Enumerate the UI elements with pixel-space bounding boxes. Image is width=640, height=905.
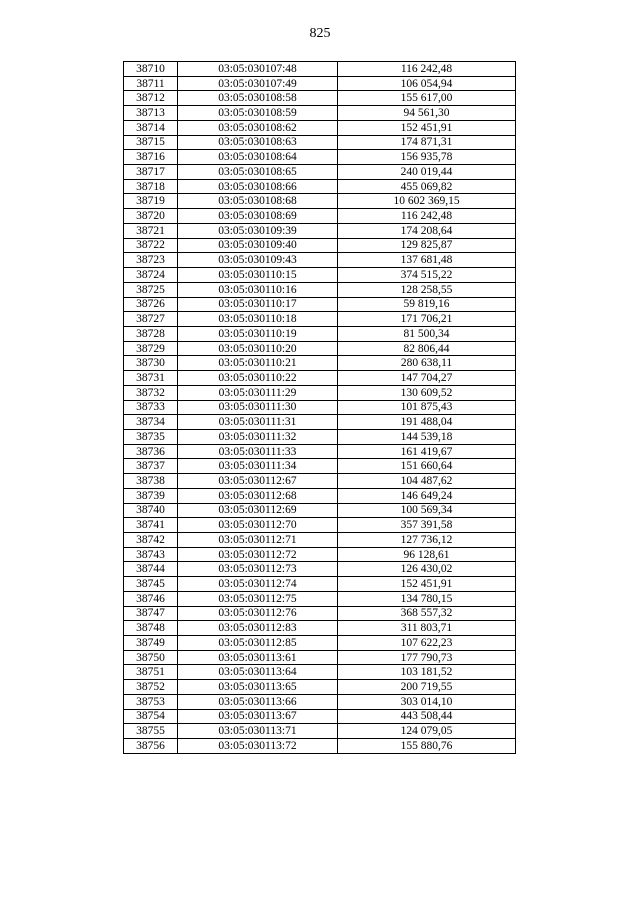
value-cell: 280 638,11 [338, 356, 516, 371]
table-row [124, 606, 516, 621]
table-row [124, 400, 516, 415]
table-row [124, 709, 516, 724]
value-cell: 303 014,10 [338, 694, 516, 709]
row-number-cell: 38712 [124, 91, 178, 106]
value-cell: 134 780,15 [338, 591, 516, 606]
value-cell: 126 430,02 [338, 562, 516, 577]
table-row [124, 533, 516, 548]
table-row [124, 194, 516, 209]
table-row [124, 385, 516, 400]
row-number-cell: 38725 [124, 282, 178, 297]
value-cell: 101 875,43 [338, 400, 516, 415]
value-cell: 104 487,62 [338, 474, 516, 489]
cadastral-number-cell: 03:05:030110:20 [178, 341, 338, 356]
cadastral-number-cell: 03:05:030109:40 [178, 238, 338, 253]
cadastral-number-cell: 03:05:030109:43 [178, 253, 338, 268]
cadastral-number-cell: 03:05:030112:85 [178, 636, 338, 651]
value-cell: 171 706,21 [338, 312, 516, 327]
row-number-cell: 38738 [124, 474, 178, 489]
table-row [124, 179, 516, 194]
row-number-cell: 38727 [124, 312, 178, 327]
value-cell: 161 419,67 [338, 444, 516, 459]
row-number-cell: 38744 [124, 562, 178, 577]
cadastral-number-cell: 03:05:030110:19 [178, 326, 338, 341]
row-number-cell: 38722 [124, 238, 178, 253]
row-number-cell: 38756 [124, 739, 178, 754]
row-number-cell: 38717 [124, 165, 178, 180]
cadastral-number-cell: 03:05:030108:69 [178, 209, 338, 224]
value-cell: 100 569,34 [338, 503, 516, 518]
cadastral-number-cell: 03:05:030113:65 [178, 680, 338, 695]
cadastral-number-cell: 03:05:030112:67 [178, 474, 338, 489]
cadastral-number-cell: 03:05:030107:48 [178, 62, 338, 77]
table-row [124, 223, 516, 238]
row-number-cell: 38737 [124, 459, 178, 474]
row-number-cell: 38729 [124, 341, 178, 356]
table-row [124, 238, 516, 253]
cadastral-number-cell: 03:05:030112:76 [178, 606, 338, 621]
cadastral-number-cell: 03:05:030110:17 [178, 297, 338, 312]
row-number-cell: 38753 [124, 694, 178, 709]
cadastral-number-cell: 03:05:030107:49 [178, 76, 338, 91]
value-cell: 107 622,23 [338, 636, 516, 651]
row-number-cell: 38755 [124, 724, 178, 739]
cadastral-number-cell: 03:05:030108:64 [178, 150, 338, 165]
cadastral-number-cell: 03:05:030112:73 [178, 562, 338, 577]
cadastral-number-cell: 03:05:030108:58 [178, 91, 338, 106]
table-row [124, 150, 516, 165]
table-row [124, 459, 516, 474]
table-row [124, 636, 516, 651]
table-row [124, 474, 516, 489]
value-cell: 129 825,87 [338, 238, 516, 253]
value-cell: 177 790,73 [338, 650, 516, 665]
table-row [124, 577, 516, 592]
table-row [124, 547, 516, 562]
cadastral-number-cell: 03:05:030108:68 [178, 194, 338, 209]
value-cell: 146 649,24 [338, 488, 516, 503]
cadastral-number-cell: 03:05:030112:74 [178, 577, 338, 592]
cadastral-number-cell: 03:05:030108:66 [178, 179, 338, 194]
value-cell: 59 819,16 [338, 297, 516, 312]
row-number-cell: 38749 [124, 636, 178, 651]
value-cell: 116 242,48 [338, 62, 516, 77]
row-number-cell: 38745 [124, 577, 178, 592]
value-cell: 152 451,91 [338, 577, 516, 592]
row-number-cell: 38739 [124, 488, 178, 503]
row-number-cell: 38748 [124, 621, 178, 636]
cadastral-number-cell: 03:05:030108:59 [178, 106, 338, 121]
row-number-cell: 38746 [124, 591, 178, 606]
table-row [124, 209, 516, 224]
cadastral-number-cell: 03:05:030112:70 [178, 518, 338, 533]
row-number-cell: 38726 [124, 297, 178, 312]
row-number-cell: 38724 [124, 268, 178, 283]
value-cell: 152 451,91 [338, 120, 516, 135]
value-cell: 82 806,44 [338, 341, 516, 356]
cadastral-number-cell: 03:05:030112:75 [178, 591, 338, 606]
cadastral-number-cell: 03:05:030113:67 [178, 709, 338, 724]
page-number: 825 [309, 26, 331, 41]
table-row [124, 371, 516, 386]
row-number-cell: 38743 [124, 547, 178, 562]
cadastral-number-cell: 03:05:030108:65 [178, 165, 338, 180]
row-number-cell: 38735 [124, 429, 178, 444]
table-row [124, 562, 516, 577]
value-cell: 127 736,12 [338, 533, 516, 548]
value-cell: 311 803,71 [338, 621, 516, 636]
cadastral-number-cell: 03:05:030110:22 [178, 371, 338, 386]
cadastral-number-cell: 03:05:030111:33 [178, 444, 338, 459]
cadastral-number-cell: 03:05:030111:30 [178, 400, 338, 415]
row-number-cell: 38721 [124, 223, 178, 238]
row-number-cell: 38719 [124, 194, 178, 209]
row-number-cell: 38751 [124, 665, 178, 680]
value-cell: 144 539,18 [338, 429, 516, 444]
table-row [124, 341, 516, 356]
value-cell: 155 617,00 [338, 91, 516, 106]
row-number-cell: 38715 [124, 135, 178, 150]
cadastral-number-cell: 03:05:030112:68 [178, 488, 338, 503]
cadastral-number-cell: 03:05:030111:31 [178, 415, 338, 430]
table-row [124, 444, 516, 459]
table-row [124, 415, 516, 430]
row-number-cell: 38740 [124, 503, 178, 518]
row-number-cell: 38750 [124, 650, 178, 665]
row-number-cell: 38730 [124, 356, 178, 371]
value-cell: 147 704,27 [338, 371, 516, 386]
table-row [124, 488, 516, 503]
row-number-cell: 38710 [124, 62, 178, 77]
table-row [124, 165, 516, 180]
value-cell: 443 508,44 [338, 709, 516, 724]
cadastral-number-cell: 03:05:030109:39 [178, 223, 338, 238]
row-number-cell: 38733 [124, 400, 178, 415]
table-row [124, 106, 516, 121]
row-number-cell: 38728 [124, 326, 178, 341]
row-number-cell: 38734 [124, 415, 178, 430]
value-cell: 374 515,22 [338, 268, 516, 283]
row-number-cell: 38731 [124, 371, 178, 386]
table-row [124, 253, 516, 268]
table-row [124, 503, 516, 518]
cadastral-number-cell: 03:05:030108:63 [178, 135, 338, 150]
row-number-cell: 38742 [124, 533, 178, 548]
cadastral-number-cell: 03:05:030111:29 [178, 385, 338, 400]
cadastral-number-cell: 03:05:030112:71 [178, 533, 338, 548]
cadastral-number-cell: 03:05:030108:62 [178, 120, 338, 135]
value-cell: 455 069,82 [338, 179, 516, 194]
table-body [124, 62, 516, 754]
table-row [124, 356, 516, 371]
row-number-cell: 38720 [124, 209, 178, 224]
value-cell: 96 128,61 [338, 547, 516, 562]
row-number-cell: 38711 [124, 76, 178, 91]
row-number-cell: 38718 [124, 179, 178, 194]
data-table [123, 61, 516, 754]
value-cell: 174 208,64 [338, 223, 516, 238]
table-row [124, 62, 516, 77]
cadastral-number-cell: 03:05:030110:21 [178, 356, 338, 371]
value-cell: 81 500,34 [338, 326, 516, 341]
table-row [124, 297, 516, 312]
value-cell: 174 871,31 [338, 135, 516, 150]
table-row [124, 680, 516, 695]
cadastral-number-cell: 03:05:030111:34 [178, 459, 338, 474]
table-row [124, 591, 516, 606]
cadastral-number-cell: 03:05:030113:72 [178, 739, 338, 754]
value-cell: 155 880,76 [338, 739, 516, 754]
table-row [124, 650, 516, 665]
value-cell: 128 258,55 [338, 282, 516, 297]
cadastral-number-cell: 03:05:030113:64 [178, 665, 338, 680]
table-row [124, 282, 516, 297]
table-row [124, 76, 516, 91]
table-row [124, 518, 516, 533]
value-cell: 368 557,32 [338, 606, 516, 621]
value-cell: 94 561,30 [338, 106, 516, 121]
row-number-cell: 38713 [124, 106, 178, 121]
cadastral-number-cell: 03:05:030113:61 [178, 650, 338, 665]
value-cell: 357 391,58 [338, 518, 516, 533]
table-row [124, 739, 516, 754]
value-cell: 130 609,52 [338, 385, 516, 400]
table-row [124, 429, 516, 444]
cadastral-number-cell: 03:05:030112:72 [178, 547, 338, 562]
row-number-cell: 38741 [124, 518, 178, 533]
cadastral-number-cell: 03:05:030113:71 [178, 724, 338, 739]
cadastral-number-cell: 03:05:030110:15 [178, 268, 338, 283]
table-row [124, 312, 516, 327]
cadastral-number-cell: 03:05:030112:69 [178, 503, 338, 518]
table-row [124, 135, 516, 150]
row-number-cell: 38747 [124, 606, 178, 621]
table-row [124, 120, 516, 135]
row-number-cell: 38714 [124, 120, 178, 135]
value-cell: 156 935,78 [338, 150, 516, 165]
cadastral-number-cell: 03:05:030113:66 [178, 694, 338, 709]
table-row [124, 665, 516, 680]
value-cell: 10 602 369,15 [338, 194, 516, 209]
table-row [124, 268, 516, 283]
row-number-cell: 38736 [124, 444, 178, 459]
value-cell: 240 019,44 [338, 165, 516, 180]
value-cell: 124 079,05 [338, 724, 516, 739]
cadastral-number-cell: 03:05:030112:83 [178, 621, 338, 636]
cadastral-number-cell: 03:05:030110:18 [178, 312, 338, 327]
table-row [124, 326, 516, 341]
value-cell: 103 181,52 [338, 665, 516, 680]
value-cell: 116 242,48 [338, 209, 516, 224]
value-cell: 137 681,48 [338, 253, 516, 268]
row-number-cell: 38732 [124, 385, 178, 400]
table-row [124, 621, 516, 636]
value-cell: 200 719,55 [338, 680, 516, 695]
row-number-cell: 38723 [124, 253, 178, 268]
row-number-cell: 38754 [124, 709, 178, 724]
row-number-cell: 38716 [124, 150, 178, 165]
value-cell: 151 660,64 [338, 459, 516, 474]
cadastral-number-cell: 03:05:030111:32 [178, 429, 338, 444]
table-row [124, 91, 516, 106]
table-row [124, 724, 516, 739]
cadastral-number-cell: 03:05:030110:16 [178, 282, 338, 297]
table-row [124, 694, 516, 709]
value-cell: 106 054,94 [338, 76, 516, 91]
value-cell: 191 488,04 [338, 415, 516, 430]
row-number-cell: 38752 [124, 680, 178, 695]
